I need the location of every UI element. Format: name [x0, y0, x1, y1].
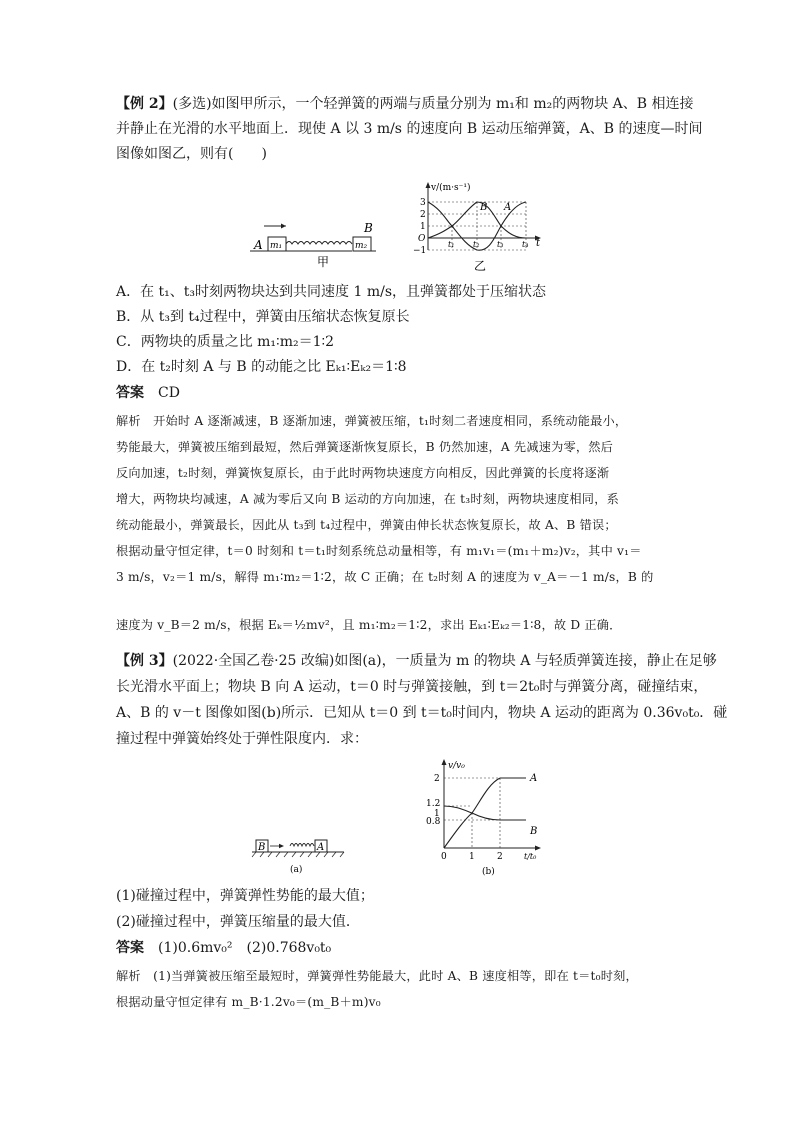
ex2-option-c: C．两物块的质量之比 m₁∶m₂＝1∶2: [116, 334, 335, 350]
yi-ylabel: v/(m·s⁻¹): [431, 183, 471, 193]
yi-curve-b-label: B: [480, 202, 488, 213]
ex3-stem-line-2: 长光滑水平面上；物块 B 向 A 运动，t＝0 时与弹簧接触，到 t＝2t₀时与弹簧分离，碰撞结束，: [116, 679, 708, 695]
ex3-answer-value: (1)0.6mv₀² (2)0.768v₀t₀: [158, 940, 332, 956]
caption-a: (a): [290, 865, 303, 875]
b-xlabel: t/t₀: [524, 852, 537, 861]
label-b: B: [364, 221, 373, 235]
ex2-stem-line-1: [116, 93, 694, 115]
ex3-question-2: (2)碰撞过程中，弹簧压缩量的最大值．: [116, 914, 360, 930]
ex2-analysis-7: 3 m/s，v₂＝1 m/s，解得 m₁∶m₂＝1∶2，故 C 正确；在 t₂时刻 A 的速度为 v_A＝－1 m/s，B 的: [116, 570, 654, 584]
ex2-tag: 【例 2】: [116, 96, 173, 112]
ex2-answer-value: CD: [158, 385, 180, 401]
ex3-figure-a: [248, 828, 348, 876]
ex2-stem-line-3: 图像如图乙，则有( ): [116, 146, 267, 162]
yi-ytick: 1: [420, 222, 426, 232]
ex3-analysis-1: 解析 (1)当弹簧被压缩至最短时，弹簧弹性势能最大，此时 A、B 速度相等，即在 t＝t₀时刻，: [116, 969, 638, 983]
caption-yi: 乙: [474, 259, 487, 273]
ex2-option-a: A．在 t₁、t₃时刻两物块达到共同速度 1 m/s，且弹簧都处于压缩状态: [116, 284, 547, 300]
ex3-answer-label: 答案: [116, 940, 144, 956]
ex2-figure-jia: [250, 218, 410, 268]
ex2-answer-label: 答案: [116, 385, 144, 401]
yi-xtick: t₁: [448, 240, 455, 249]
b-xtick: 2: [497, 852, 503, 862]
spring-icon: [286, 242, 352, 245]
b-ytick: 0.8: [426, 817, 441, 827]
yi-ytick: 3: [420, 198, 426, 208]
yi-ytick: −1: [413, 246, 427, 256]
ex3-tag: 【例 3】: [116, 653, 173, 669]
ex2-answer: [116, 382, 180, 404]
yi-curve-a-label: A: [504, 202, 512, 213]
yi-xtick: t₃: [497, 240, 504, 249]
ex2-analysis-5: 统动能最小，弹簧最长，因此从 t₃到 t₄过程中，弹簧由伸长状态恢复原长，故 A、B 错误；: [116, 518, 617, 532]
ex2-analysis-1: 解析 开始时 A 逐渐减速，B 逐渐加速，弹簧被压缩，t₁时刻二者速度相同，系统动能最小，: [116, 414, 628, 428]
b-ytick: 1.2: [426, 799, 441, 809]
ex3-answer: [116, 937, 331, 959]
ex3-analysis-2: 根据动量守恒定律有 m_B·1.2v₀＝(m_B＋m)v₀: [116, 995, 381, 1009]
ex2-analysis-2: 势能最大，弹簧被压缩到最短，然后弹簧逐渐恢复原长，B 仍然加速，A 先减速为零，然后: [116, 440, 614, 454]
ex3-stem-line-3: A、B 的 v－t 图像如图(b)所示．已知从 t＝0 到 t＝t₀时间内，物块 A 运动的距离为 0.36v₀t₀．碰: [116, 705, 728, 721]
yi-xtick: t₂: [473, 240, 480, 249]
ex2-option-b: B．从 t₃到 t₄过程中，弹簧由压缩状态恢复原长: [116, 309, 410, 325]
ex2-stem-line-2: 并静止在光滑的水平地面上．现使 A 以 3 m/s 的速度向 B 运动压缩弹簧，A、B 的速度—时间: [116, 121, 703, 137]
ex2-analysis-3: 反向加速，t₂时刻，弹簧恢复原长，由于此时两物块速度方向相反，因此弹簧的长度将逐渐: [116, 466, 610, 480]
ex2-analysis-6: 根据动量守恒定律，t＝0 时刻和 t＝t₁时刻系统总动量相等，有 m₁v₁＝(m₁＋m₂)v₂，其中 v₁＝: [116, 544, 642, 558]
ex3-stem-line-1: [116, 650, 717, 672]
label-m1: m₁: [270, 241, 283, 251]
ex3-stem-text-1: (2022·全国乙卷·25 改编)如图(a)，一质量为 m 的物块 A 与轻质弹簧连接，静止在足够: [172, 653, 717, 669]
ex3-stem-line-4: 撞过程中弹簧始终处于弹性限度内．求：: [116, 731, 368, 747]
ex3-figure-b: [420, 756, 550, 878]
b-ytick: 2: [434, 774, 440, 784]
b-xtick: 0: [441, 852, 447, 862]
yi-ytick: 2: [420, 210, 426, 220]
b-curve-a-label: A: [530, 773, 538, 784]
ex2-figure-yi: [412, 180, 552, 276]
yi-xlabel: t: [536, 238, 541, 249]
b-ylabel: v/v₀: [448, 761, 465, 771]
ex3-question-1: (1)碰撞过程中，弹簧弹性势能的最大值；: [116, 888, 374, 904]
caption-b: (b): [482, 867, 495, 877]
ex2-option-d: D．在 t₂时刻 A 与 B 的动能之比 Eₖ₁∶Eₖ₂＝1∶8: [116, 359, 407, 375]
yi-origin: O: [418, 234, 426, 244]
ex2-analysis-4: 增大，两物块均减速，A 减为零后又向 B 运动的方向加速，在 t₃时刻，两物块速度相同，系: [116, 492, 619, 506]
label-a: A: [254, 238, 263, 252]
b-ytick: 1: [434, 809, 440, 819]
ex2-analysis-8: 速度为 v_B＝2 m/s，根据 Eₖ＝½mv²，且 m₁∶m₂＝1∶2，求出 Eₖ₁∶Eₖ₂＝1∶8，故 D 正确．: [116, 618, 622, 632]
ex2-stem-text-1: (多选)如图甲所示，一个轻弹簧的两端与质量分别为 m₁和 m₂的两物块 A、B 相连接: [172, 96, 694, 112]
arrow-right-icon: [279, 844, 284, 848]
label-b: B: [258, 842, 266, 853]
label-m2: m₂: [355, 241, 368, 251]
b-xtick: 1: [469, 852, 475, 862]
spring-icon: [290, 844, 314, 847]
caption-jia: 甲: [317, 255, 330, 268]
b-curve-b-label: B: [530, 826, 538, 837]
label-a: A: [317, 842, 325, 853]
yi-xtick: t₄: [522, 240, 529, 249]
